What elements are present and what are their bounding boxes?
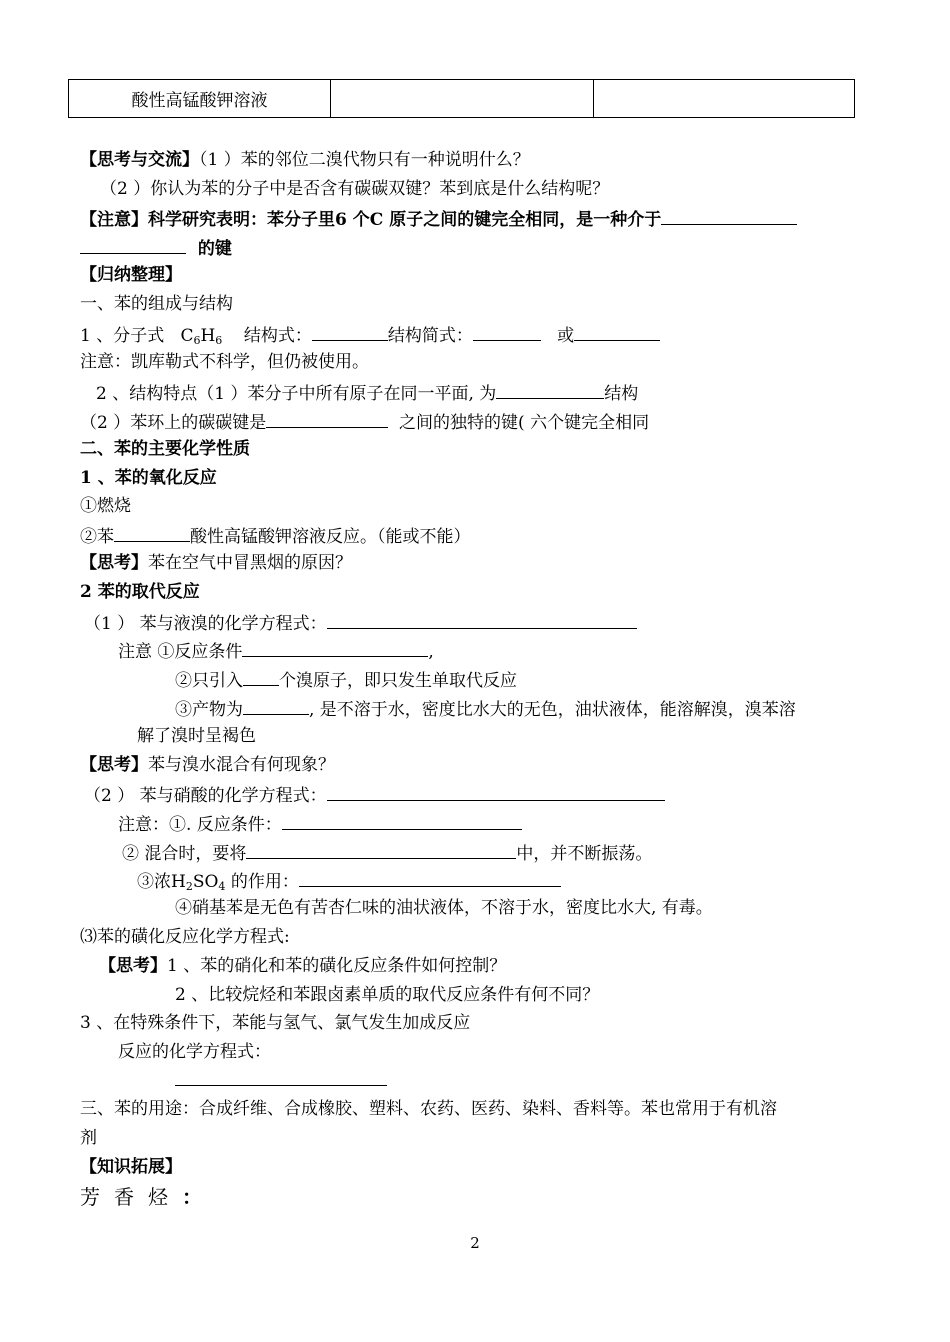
fill-blank	[574, 322, 660, 341]
section-tag: 【思考与交流】	[80, 150, 199, 170]
subsection-title: 2 苯的取代反应	[80, 582, 200, 602]
label-text: 结构简式：	[387, 326, 473, 346]
uses-line: 三、苯的用途：合成纤维、合成橡胶、塑料、农药、医药、染料、香料等。苯也常用于有机溶	[80, 1099, 777, 1119]
fill-blank	[246, 840, 516, 859]
label-text: ③浓H	[137, 872, 186, 892]
note-text: 注意：凯库勒式不科学，但仍被使用。	[80, 352, 369, 372]
formula-subscript: 4	[218, 880, 226, 893]
equation-line	[84, 610, 637, 635]
label-text: 的作用：	[225, 872, 299, 892]
fill-blank	[473, 322, 541, 341]
think-line	[99, 955, 506, 977]
list-item	[80, 523, 471, 548]
formula-subscript: 6	[215, 334, 223, 347]
section-tag: 【思考】	[80, 553, 148, 573]
formula-subscript: 6	[193, 334, 201, 347]
question-text: （2 ）你认为苯的分子中是否含有碳碳双键？苯到底是什么结构呢？	[100, 179, 610, 199]
note-line	[175, 696, 796, 721]
fill-blank	[243, 696, 309, 715]
question-text: 1 、苯的硝化和苯的磺化反应条件如何控制？	[167, 956, 507, 976]
fill-blank	[661, 206, 797, 225]
subsection-title: 1 、苯的氧化反应	[80, 468, 217, 488]
heading-text: 芳香烃	[80, 1185, 182, 1209]
label-text: ③产物为	[175, 700, 243, 720]
list-item: ①燃烧	[80, 496, 131, 516]
equation-line: ⑶苯的磺化反应化学方程式:	[80, 927, 290, 947]
table-cell-empty	[594, 80, 855, 118]
label-text: 注意 ①反应条件	[118, 642, 243, 662]
label-text: 结构	[604, 384, 639, 404]
question-text: 苯与溴水混合有何现象？	[148, 755, 335, 775]
note-text: ④硝基苯是无色有苦杏仁味的油状液体，不溶于水，密度比水大, 有毒。	[175, 898, 713, 918]
label-text: SO	[192, 872, 219, 892]
label-text: 酸性高锰酸钾溶液反应。（能或不能）	[190, 527, 471, 547]
note-line	[137, 868, 561, 893]
fill-blank	[282, 811, 522, 830]
fill-blank	[243, 667, 279, 686]
fill-blank	[312, 322, 388, 341]
note-line-2	[80, 235, 232, 260]
label-text: ②苯	[80, 527, 114, 547]
question-text: 2 、比较烷烃和苯跟卤素单质的取代反应条件有何不同？	[175, 985, 600, 1005]
label-text: 结构式：	[243, 326, 312, 346]
uses-line: 剂	[80, 1128, 97, 1148]
note-line	[175, 667, 517, 692]
section-tag: 【思考】	[80, 755, 148, 775]
aromatic-heading	[80, 1186, 202, 1210]
formula-line	[80, 322, 660, 347]
label-text: ②只引入	[175, 671, 243, 691]
label-text: 之间的独特的键( 六个键完全相同	[399, 413, 650, 433]
note-text: 解了溴时呈褐色	[137, 726, 256, 746]
note-line	[118, 638, 434, 663]
note-line	[122, 840, 652, 865]
label-text: 1 、分子式	[80, 326, 165, 346]
label-text: 中，并不断振荡。	[516, 844, 653, 864]
think-exchange-line	[80, 149, 530, 171]
heading-text: ：	[182, 1185, 202, 1209]
page-number: 2	[470, 1234, 480, 1252]
think-line	[80, 754, 335, 776]
note-line	[80, 206, 797, 231]
note-text: 科学研究表明：苯分子里6 个C 原子之间的键完全相同，是一种介于	[148, 210, 662, 230]
subsection-title: 3 、在特殊条件下，苯能与氢气、氯气发生加成反应	[80, 1013, 471, 1033]
label-text: 2 、结构特点（1 ）苯分子中所有原子在同一平面, 为	[96, 384, 497, 404]
table-cell-empty	[331, 80, 594, 118]
label-text: ,	[428, 642, 434, 662]
fill-blank	[175, 1067, 387, 1092]
section-title: 二、苯的主要化学性质	[80, 439, 250, 459]
structure-line	[96, 380, 638, 405]
fill-blank	[327, 782, 665, 801]
section-tag: 【归纳整理】	[80, 265, 182, 285]
formula-text: H	[200, 326, 216, 346]
question-text: 苯在空气中冒黑烟的原因？	[148, 553, 352, 573]
fill-blank	[80, 235, 186, 254]
formula-subscript: 2	[185, 880, 193, 893]
fill-blank	[299, 868, 561, 887]
fill-blank	[496, 380, 604, 399]
section-tag: 【知识拓展】	[80, 1157, 182, 1177]
formula-text: C	[180, 326, 194, 346]
label-text: , 是不溶于水，密度比水大的无色，油状液体，能溶解溴，溴苯溶	[309, 700, 796, 720]
section-tag: 【注意】	[80, 210, 148, 230]
structure-line	[80, 409, 649, 434]
equation-label: 反应的化学方程式：	[118, 1042, 271, 1062]
fill-blank	[242, 638, 428, 657]
note-line	[118, 811, 522, 836]
label-text: （1 ） 苯与液溴的化学方程式：	[84, 614, 327, 634]
label-text: （2 ）苯环上的碳碳键是	[80, 413, 267, 433]
equation-line	[84, 782, 665, 807]
section-title: 一、苯的组成与结构	[80, 294, 233, 314]
note-text: 的键	[197, 239, 232, 259]
fill-blank	[114, 523, 190, 542]
fill-blank	[266, 409, 388, 428]
label-text: 注意：①. 反应条件：	[118, 815, 282, 835]
section-tag: 【思考】	[99, 956, 167, 976]
table-cell-reagent: 酸性高锰酸钾溶液	[69, 80, 331, 118]
think-line	[80, 552, 352, 574]
reagent-table	[68, 79, 855, 118]
label-text: ② 混合时，要将	[122, 844, 247, 864]
label-text: （2 ） 苯与硝酸的化学方程式：	[84, 786, 327, 806]
fill-blank	[327, 610, 637, 629]
label-text: 个溴原子，即只发生单取代反应	[279, 671, 517, 691]
question-text: （1 ）苯的邻位二溴代物只有一种说明什么？	[199, 150, 530, 170]
label-text: 或	[557, 326, 575, 346]
